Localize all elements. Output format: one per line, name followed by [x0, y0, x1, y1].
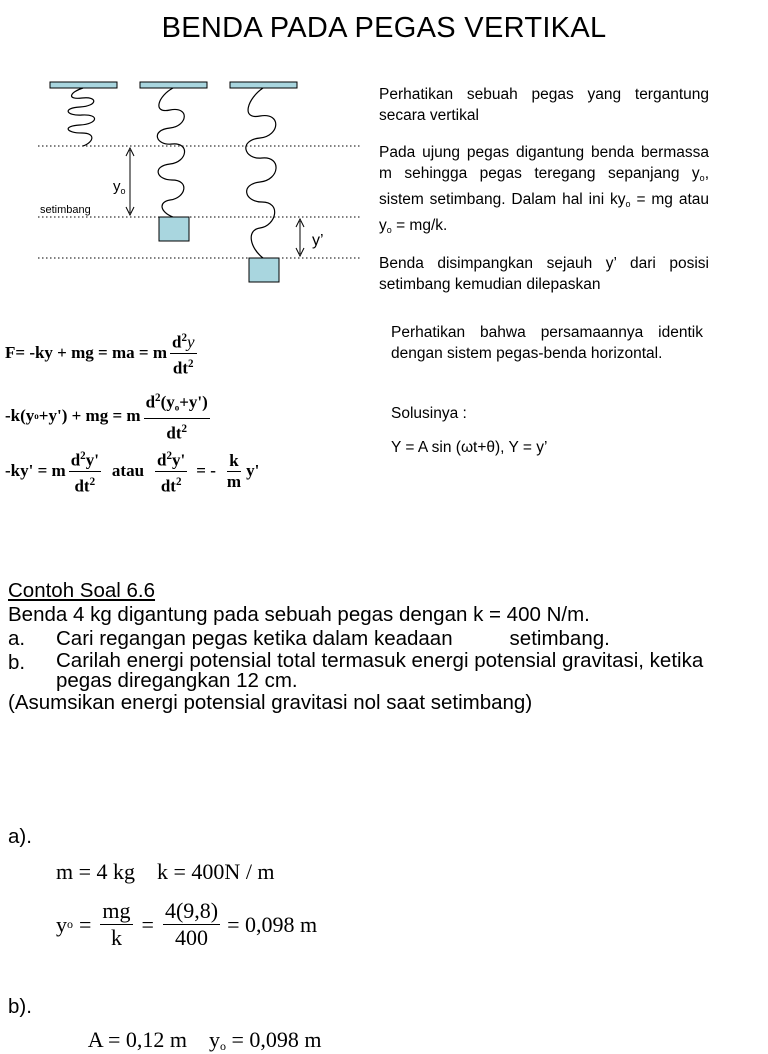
intro-paragraph-1: Perhatikan sebuah pegas yang tergantung secara vertikal — [379, 86, 709, 124]
example-note: (Asumsikan energi potensial gravitasi nol saat setimbang) — [8, 691, 533, 714]
spring-natural — [68, 88, 94, 146]
solution-b-label: b). — [8, 995, 32, 1018]
solution-a-line-1: m = 4 kg k = 400N / m — [56, 859, 275, 884]
example-line-1: Benda 4 kg digantung pada sebuah pegas dengan k = 400 N/m. — [8, 603, 590, 626]
intro-paragraph-2: Pada ujung pegas digantung benda bermassa m sehingga pegas teregang sepanjang yo, sistem setimbang. Dalam hal ini kyo = mg atau yo = mg/k. — [379, 144, 709, 235]
solution-a-line-2: y o = $\frac{mg}{k}$ = $\frac{4(9,8)}{400}$ = 0,098 m — [56, 898, 318, 950]
spring-equilibrium — [157, 88, 184, 217]
example-item-a: a. Cari regangan pegas ketika dalam keadaan setimbang. — [8, 627, 610, 650]
equation-2: -k(y o +y') + mg = m $\frac{d^2(yo+y')}{dt^2}$ — [5, 388, 213, 443]
ceiling-plate-2 — [140, 82, 207, 88]
solution-fraction-1: $\frac{mg}{k}$ — [102, 898, 131, 950]
eq1-fraction: $\frac{d^2y}{dt^2}$ — [170, 328, 197, 378]
eq2-fraction: $\frac{d^2(yo+y')}{dt^2}$ — [144, 388, 210, 443]
spring-displaced — [246, 88, 276, 258]
side-paragraph-3: Y = A sin (ωt+θ), Y = y’ — [391, 439, 548, 456]
example-item-b: b. Carilah energi potensial total termasuk energi potensial gravitasi, ketika pegas diregangkan 12 cm. — [8, 649, 704, 692]
equation-1: F= -ky + mg = ma = m $\frac{d^2y}{dt^2}$ — [5, 328, 200, 378]
page-title: BENDA PADA PEGAS VERTIKAL — [161, 12, 607, 44]
equation-3: -ky' = m $\frac{d^2y'}{dt^2}$ atau $\frac{d^2y'}{dt^2}$ = - $\frac{k}{m}$ y' — [5, 446, 259, 496]
side-paragraph-1: Perhatikan bahwa persamaannya identik dengan sistem pegas-benda horizontal. — [391, 324, 703, 362]
label-setimbang: setimbang — [40, 204, 91, 216]
label-yo: $y_o$ — [113, 178, 126, 196]
solution-a-label: a). — [8, 825, 32, 848]
mass-block-equilibrium — [159, 217, 189, 241]
example-block — [8, 579, 764, 715]
eq3-fraction-2: $\frac{d^2y'}{dt^2}$ — [155, 446, 187, 496]
solution-b-line: A = 0,12 m yo = 0,098 m — [87, 1027, 322, 1053]
example-heading: Contoh Soal 6.6 — [8, 579, 156, 602]
ceiling-plate-1 — [50, 82, 117, 88]
intro-paragraph-3: Benda disimpangkan sejauh y’ dari posisi setimbang kemudian dilepaskan — [379, 255, 709, 293]
mass-block-displaced — [249, 258, 279, 282]
spring-diagram — [30, 76, 370, 290]
eq3-fraction-1: $\frac{d^2y'}{dt^2}$ — [69, 446, 101, 496]
ceiling-plate-3 — [230, 82, 297, 88]
eq3-fraction-3: $\frac{k}{m}$ — [226, 450, 242, 491]
side-paragraph-2: Solusinya : — [391, 405, 467, 422]
label-yprime: y’ — [312, 232, 324, 249]
solution-fraction-2: $\frac{4(9,8)}{400}$ — [164, 898, 219, 950]
